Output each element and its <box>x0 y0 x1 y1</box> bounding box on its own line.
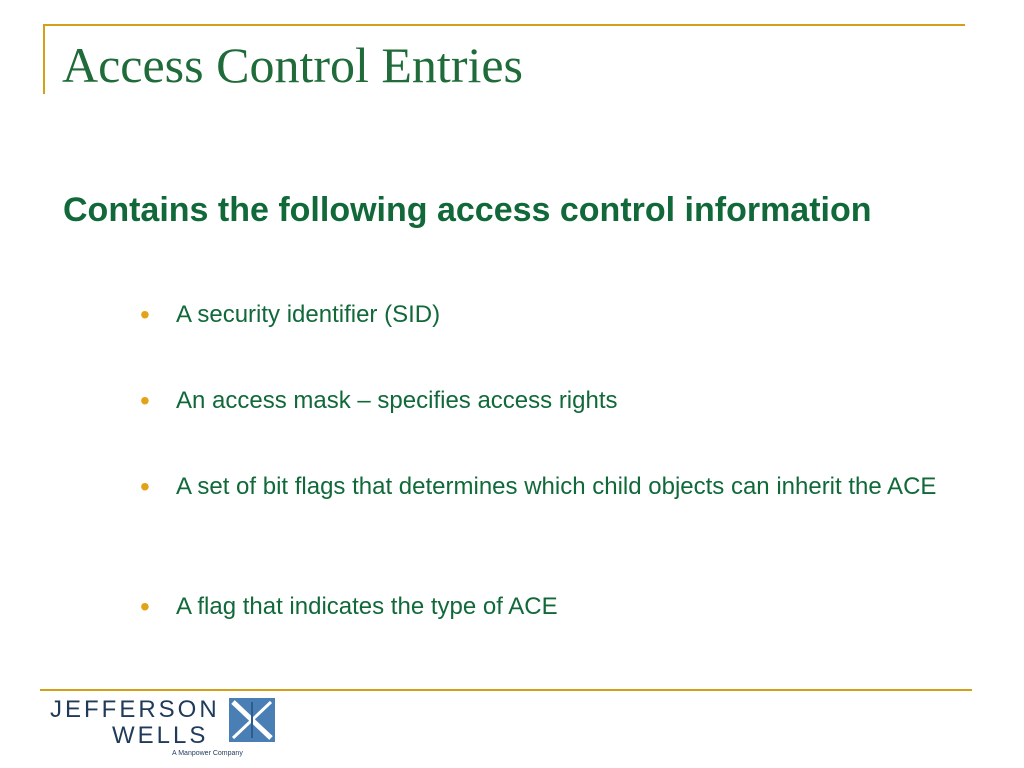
company-logo <box>48 696 288 762</box>
logo-tagline: A Manpower Company <box>172 750 243 757</box>
slide-subheading: Contains the following access control information <box>63 191 872 229</box>
logo-wordmark-line1: JEFFERSON <box>50 696 220 723</box>
bullet-text: A flag that indicates the type of ACE <box>176 593 558 620</box>
bullet-text: An access mask – specifies access rights <box>176 387 618 414</box>
top-divider-line <box>43 24 965 26</box>
bullet-item <box>140 300 940 330</box>
bullet-item <box>140 592 940 622</box>
slide-title: Access Control Entries <box>62 37 524 93</box>
bullet-icon: • <box>140 385 150 416</box>
left-accent-line <box>43 24 45 94</box>
bullet-text: A set of bit flags that determines which child objects can inherit the ACE <box>176 473 937 500</box>
bullet-icon: • <box>140 299 150 330</box>
logo-wordmark-line2: WELLS <box>112 722 209 749</box>
bullet-icon: • <box>140 471 150 502</box>
bullet-item <box>140 472 940 502</box>
bottom-divider-line <box>40 689 972 691</box>
bullet-icon: • <box>140 591 150 622</box>
bullet-text: A security identifier (SID) <box>176 301 441 328</box>
bullet-item <box>140 386 940 416</box>
jefferson-wells-logo-mark-icon <box>229 698 275 742</box>
